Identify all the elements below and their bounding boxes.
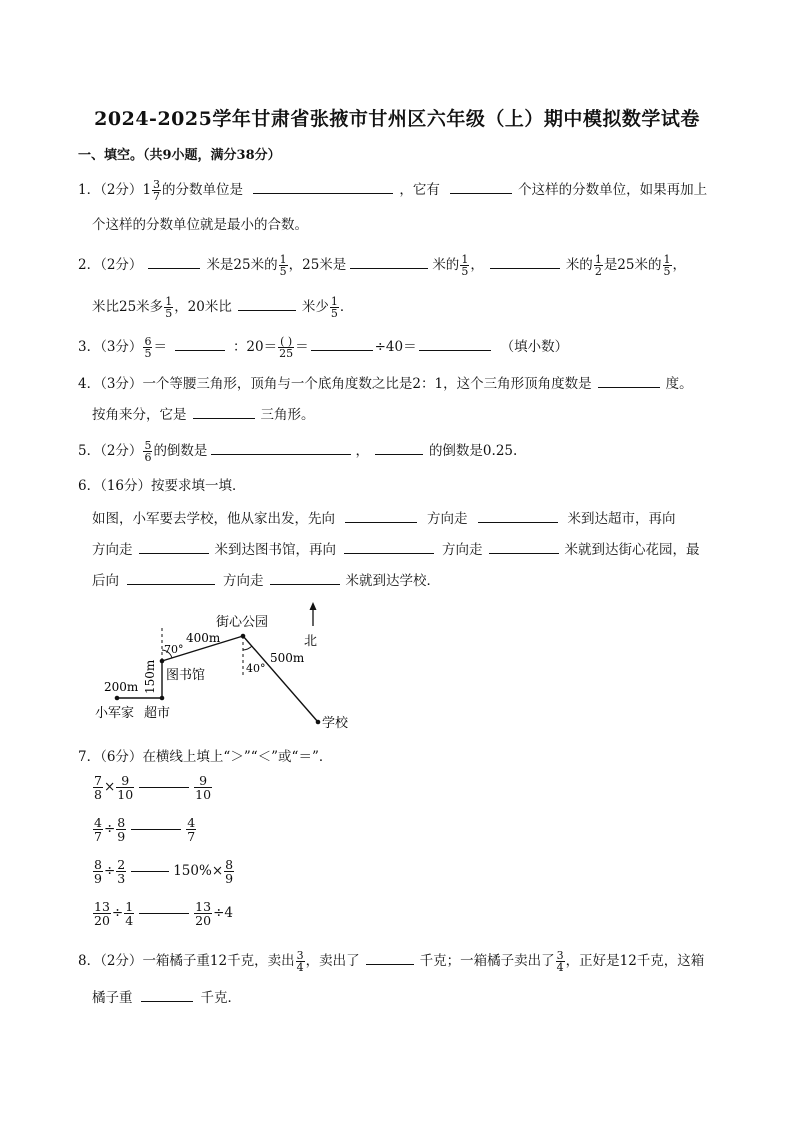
q8-text-2: ，卖出了	[305, 953, 360, 969]
park-label: 街心公园	[216, 615, 269, 630]
distance-400: 400m	[186, 631, 221, 645]
q2-fraction-4: $\frac{1}{5}$	[663, 253, 671, 278]
q7-blank-4[interactable]	[139, 913, 189, 914]
north-label: 北	[304, 634, 318, 649]
q1-text-4: 个这样的分数单位就是最小的合数。	[92, 217, 308, 233]
q1-blank-1[interactable]	[253, 179, 393, 194]
q6-l3a: 后向	[92, 573, 119, 589]
q6-blank-3[interactable]	[139, 539, 209, 554]
q6-blank-7[interactable]	[270, 570, 340, 585]
question-5	[78, 440, 517, 463]
q1-whole: 1	[142, 182, 152, 198]
q6-number: 6．（16分）	[78, 478, 152, 494]
question-4-line-2	[92, 404, 315, 424]
q2-text-5: 米的	[565, 257, 593, 273]
q2-text-3: 米的	[432, 257, 460, 273]
q7-op-3: ÷	[103, 863, 116, 879]
q2-fraction-3: $\frac{1}{2}$	[594, 253, 602, 278]
page-title: 2024-2025学年甘肃省张掖市甘州区六年级（上）期中模拟数学试卷	[94, 108, 700, 130]
q5-text-1: 的倒数是	[153, 443, 208, 459]
q6-blank-2[interactable]	[478, 508, 558, 523]
q3-tail: （填小数）	[500, 339, 569, 355]
q5-text-2: ，	[355, 443, 369, 459]
q8-number: 8．（2分）	[78, 953, 143, 969]
q8-text-6: 千克．	[200, 990, 241, 1006]
q5-fraction: $\frac{5}{6}$	[144, 439, 152, 464]
q8-text-1: 一箱橘子重12千克，卖出	[142, 953, 295, 969]
q8-text-3: 千克；一箱橘子卖出了	[419, 953, 555, 969]
q6-blank-6[interactable]	[127, 570, 215, 585]
q2-text-11: ．	[339, 299, 354, 315]
q5-text-3: 的倒数是0.25.	[428, 443, 518, 459]
north-arrow-icon	[310, 602, 317, 610]
q2-fraction-6: $\frac{1}{5}$	[330, 295, 338, 320]
q6-text-0: 按要求填一填．	[151, 478, 246, 494]
q1-mixed-number	[142, 179, 162, 202]
question-8-line-2	[92, 987, 241, 1007]
q8-text-5: 橘子重	[92, 990, 133, 1006]
q2-text-7: ，	[672, 257, 686, 273]
angle-40-label: 40°	[246, 662, 266, 675]
question-6-line-1	[92, 508, 676, 528]
question-4-line-1	[78, 373, 693, 393]
point-market	[160, 696, 165, 701]
q6-blank-5[interactable]	[489, 539, 559, 554]
q5-blank-1[interactable]	[211, 440, 351, 455]
q2-text-1: 米是25米的	[206, 257, 278, 273]
angle-arc-40	[243, 646, 252, 650]
q2-blank-3[interactable]	[490, 254, 560, 269]
question-7	[78, 748, 332, 766]
question-6-header	[78, 477, 246, 495]
market-label: 超市	[144, 706, 171, 721]
q1-fraction	[152, 179, 161, 202]
question-2-line-1	[78, 254, 686, 277]
q7-op-4: ÷	[111, 905, 124, 921]
q1-frac-denominator: 7	[153, 190, 161, 203]
q6-l2c: 方向走	[442, 542, 483, 558]
q3-colon: ：20＝	[232, 339, 278, 355]
point-school	[316, 720, 321, 725]
q3-number: 3．（3分）	[78, 339, 143, 355]
angle-70-label: 70°	[164, 643, 184, 656]
question-3	[78, 336, 568, 359]
route-map-diagram	[80, 598, 370, 738]
q8-text-4: ，正好是12千克，这箱	[565, 953, 705, 969]
q4-text-2: 度。	[665, 376, 693, 392]
q4-blank-1[interactable]	[598, 373, 660, 388]
q6-blank-1[interactable]	[345, 508, 417, 523]
q4-text-4: 三角形。	[260, 407, 315, 423]
q2-text-2: ，25米是	[288, 257, 347, 273]
q6-l3b: 方向走	[223, 573, 264, 589]
q3-fraction-1: $\frac{6}{5}$	[144, 335, 152, 360]
q2-text-10: 米少	[301, 299, 329, 315]
q6-l3c: 米就到达学校．	[345, 573, 440, 589]
q7-row-3: $\frac{8}{9}$ ÷ $\frac{2}{3}$ 150%× $\frac{8}{9}$	[94, 857, 234, 886]
q2-fraction-1: $\frac{1}{5}$	[279, 253, 287, 278]
q7-op-1: ×	[103, 779, 116, 795]
q4-text-1: 一个等腰三角形，顶角与一个底角度数之比是2：1，这个三角形顶角度数是	[142, 376, 592, 392]
question-8-line-1	[78, 950, 704, 973]
q2-fraction-5: $\frac{1}{5}$	[165, 295, 173, 320]
q3-blank-1[interactable]	[175, 336, 225, 351]
q8-fraction-2: $\frac{3}{4}$	[556, 949, 564, 974]
q3-divide: ÷40＝	[374, 339, 417, 355]
q2-text-6: 是25米的	[603, 257, 662, 273]
q7-number: 7．（6分）	[78, 749, 143, 765]
school-label: 学校	[322, 716, 349, 731]
q7-blank-1[interactable]	[139, 787, 189, 788]
q6-blank-4[interactable]	[344, 539, 434, 554]
q7-text: 在横线上填上“＞”“＜”或“＝”．	[142, 749, 333, 765]
q6-l2d: 米就到达街心花园，最	[564, 542, 700, 558]
q7-op-2: ÷	[103, 821, 116, 837]
q2-number: 2．（2分）	[78, 257, 143, 273]
q1-text-1: 的分数单位是	[162, 182, 244, 198]
question-6-line-2	[92, 539, 700, 559]
distance-150: 150m	[143, 659, 157, 694]
q4-blank-2[interactable]	[193, 404, 255, 419]
q3-equals-1: ＝	[153, 339, 167, 355]
library-label: 图书馆	[166, 668, 206, 683]
q2-blank-2[interactable]	[350, 254, 428, 269]
distance-500: 500m	[270, 651, 305, 665]
q6-l2a: 方向走	[92, 542, 133, 558]
q6-l1b: 方向走	[427, 511, 468, 527]
question-1	[78, 179, 707, 202]
q3-blank-3[interactable]	[419, 336, 491, 351]
q7-blank-2[interactable]	[131, 829, 181, 830]
home-label: 小军家	[95, 706, 135, 721]
q8-fraction-1: $\frac{3}{4}$	[296, 949, 304, 974]
q6-l1c: 米到达超市，再向	[567, 511, 676, 527]
q7-blank-3[interactable]	[131, 871, 169, 872]
point-library	[160, 659, 165, 664]
q5-number: 5．（2分）	[78, 443, 143, 459]
q2-blank-1[interactable]	[148, 254, 200, 269]
q8-blank-1[interactable]	[366, 950, 414, 965]
q1-text-3: 个这样的分数单位，如果再加上	[518, 182, 708, 198]
q3-equals-2: ＝	[295, 339, 309, 355]
point-park	[241, 634, 246, 639]
q4-number: 4．（3分）	[78, 376, 143, 392]
q7-r-pre-3: 150%×	[173, 863, 224, 879]
q1-frac-numerator: 3	[153, 178, 161, 191]
question-6-line-3	[92, 570, 440, 590]
q7-row-1: $\frac{7}{8}$ × $\frac{9}{10}$ $\frac{9}{10}$	[94, 773, 212, 802]
q8-blank-2[interactable]	[141, 987, 193, 1002]
q2-blank-4[interactable]	[238, 296, 296, 311]
q3-blank-2[interactable]	[311, 336, 373, 351]
q2-text-8: 米比25米多	[92, 299, 164, 315]
point-home	[115, 696, 120, 701]
q6-l1a: 如图，小军要去学校，他从家出发，先向	[92, 511, 335, 527]
q7-row-2: $\frac{4}{7}$ ÷ $\frac{8}{9}$ $\frac{4}{7}$	[94, 815, 196, 844]
question-2-line-2	[92, 296, 353, 319]
q6-l2b: 米到达图书馆，再向	[214, 542, 336, 558]
q2-text-4: ，	[470, 257, 484, 273]
distance-200: 200m	[104, 680, 139, 694]
q2-fraction-2: $\frac{1}{5}$	[461, 253, 469, 278]
section-heading: 一、填空。（共9小题，满分38分）	[78, 148, 281, 163]
q1-number: 1．（2分）	[78, 182, 143, 198]
q1-text-2: ，它有	[399, 182, 440, 198]
q3-fraction-2: $\frac{( )}{25}$	[279, 335, 294, 360]
q1-blank-2[interactable]	[450, 179, 512, 194]
q7-r-tail-4: ÷4	[213, 905, 233, 921]
q7-row-4: $\frac{13}{20}$ ÷ $\frac{1}{4}$ $\frac{13}{20}$ ÷4	[94, 899, 233, 928]
q5-blank-2[interactable]	[375, 440, 423, 455]
q2-text-9: ，20米比	[174, 299, 232, 315]
q4-text-3: 按角来分，它是	[92, 407, 187, 423]
